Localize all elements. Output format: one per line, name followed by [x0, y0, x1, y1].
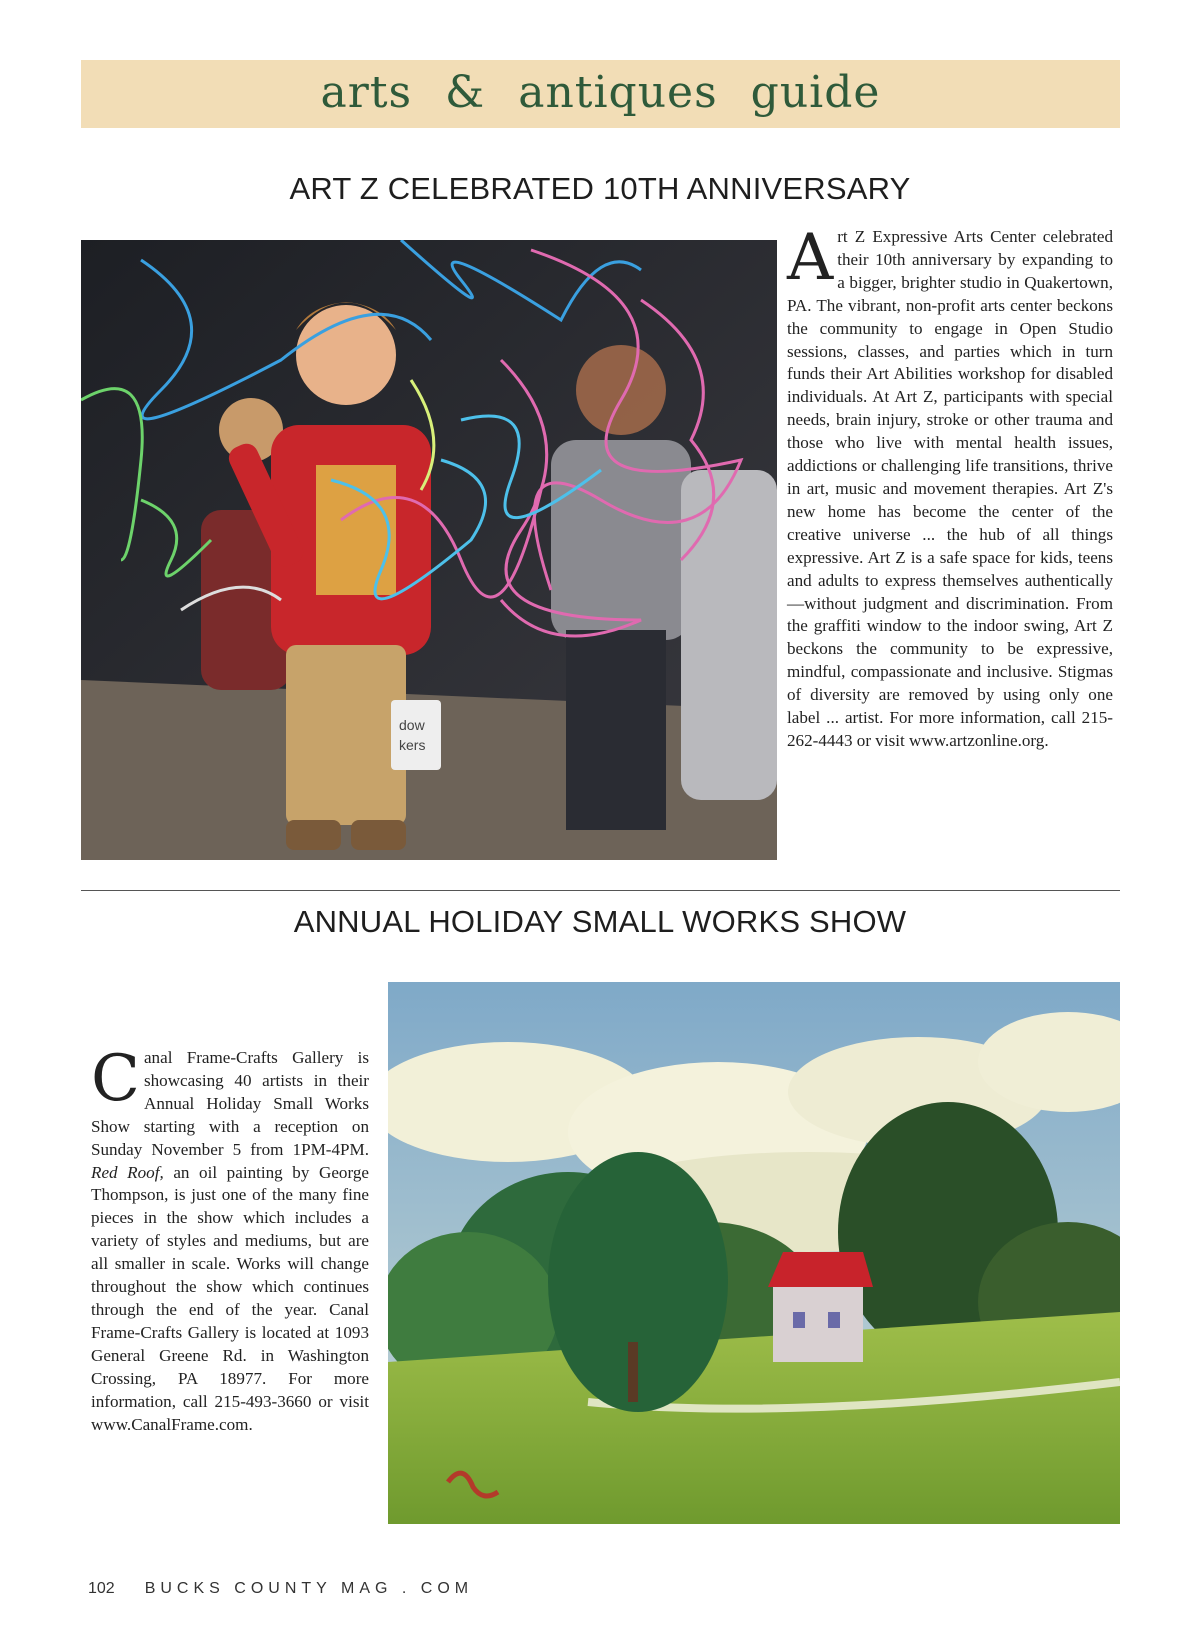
art-z-children-window-photo — [81, 240, 777, 860]
section-header-band — [81, 60, 1120, 128]
article1-dropcap: A — [787, 221, 834, 295]
painting-title: Red Roof, — [91, 1162, 164, 1182]
page-number: 102 — [88, 1580, 115, 1597]
article2-text-part2: an oil painting by George Thompson, is just one of the many fine pieces in the show which includes a variety of styles and mediums, but are all smaller in scale. Works will change throughout the show which continues through the end of the year. Canal Frame-Crafts Gallery is located at 1093 General Greene Rd. in Washington Crossing, PA 18977. For more information, call 215-493-3660 or visit www.CanalFrame.com. — [91, 1162, 369, 1434]
article2-headline: ANNUAL HOLIDAY SMALL WORKS SHOW — [293, 904, 907, 939]
article1-body — [787, 221, 1113, 753]
can-label-2: kers — [399, 737, 426, 753]
section-title: arts & antiques guide — [320, 66, 881, 118]
article1-headline: ART Z CELEBRATED 10TH ANNIVERSARY — [289, 171, 911, 206]
article1-text: rt Z Expressive Arts Center celebrated their 10th anniversary by expanding to a bigger, brighter studio in Quakertown, PA. The vibrant, non-profit arts center beckons the community to engage in Open Studio sessions, classes, and parties which in turn funds their Art Abilities workshop for disabled individuals. At Art Z, participants with special needs, brain injury, stroke or other trauma and those who live with mental health issues, addictions or challenging life transitions, thrive in art, music and movement therapies. Art Z's new home has become the center of the creative universe ... the hub of all things expressive. Art Z is a safe space for kids, teens and adults to express themselves authentically —without judgment and discrimination. From the graffiti window to the indoor swing, Art Z beckons the community to be expressive, mindful, compassionate and inclusive. Stigmas of diversity are removed by using only one label ... artist. For more information, call 215-262-4443 or visit www.artzonline.org. — [787, 227, 1113, 750]
red-roof-painting — [388, 982, 1120, 1524]
article2-dropcap: C — [91, 1042, 140, 1116]
article2-text-part1: anal Frame-Crafts Gallery is showcasing 40 artists in their Annual Holiday Small Works Show starting with a reception on Sunday November 5 from 1PM-4PM. — [91, 1048, 369, 1159]
section-divider — [81, 890, 1120, 891]
article2-body — [91, 1042, 369, 1436]
can-label-1: dow — [399, 717, 425, 733]
magazine-url: BUCKS COUNTY MAG . COM — [144, 1580, 474, 1597]
page-footer — [88, 1580, 473, 1598]
